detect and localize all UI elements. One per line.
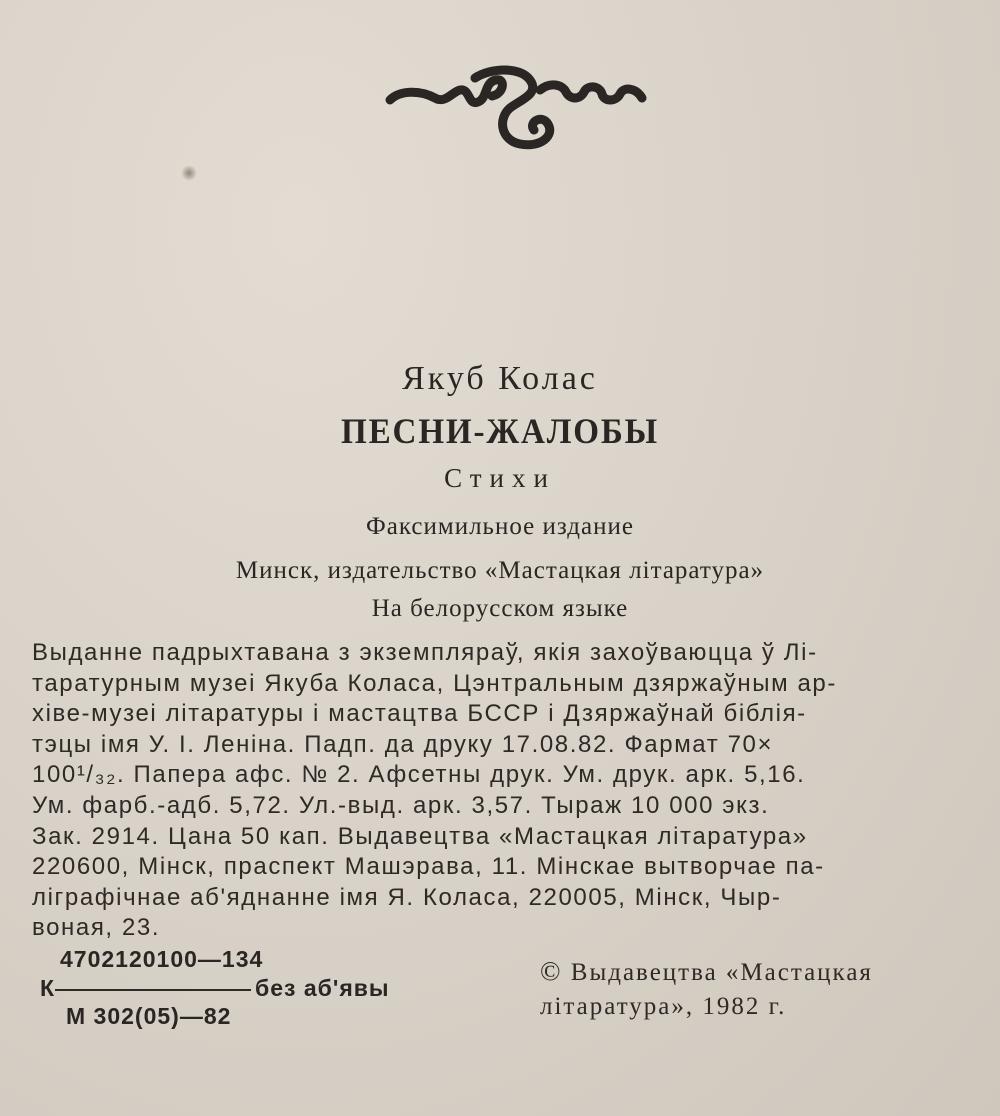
edition-note: Факсимильное издание	[366, 513, 634, 540]
colophon	[32, 638, 952, 944]
book-title: ПЕСНИ-ЖАЛОБЫ	[341, 411, 659, 451]
publisher-line: Минск, издательство «Мастацкая літаратура»	[235, 557, 765, 584]
colophon-line: Зак. 2914. Цана 50 кап. Выдавецтва «Мастацкая літаратура»	[32, 822, 808, 850]
library-code-note: без аб'явы	[255, 975, 390, 1001]
library-code-denominator: М 302(05)—82	[66, 1003, 232, 1029]
colophon-line: хіве-музеі літаратуры і мастацтва БССР і Дзяржаўнай біблія-	[32, 700, 807, 728]
colophon-line: Ум. фарб.-адб. 5,72. Ул.-выд. арк. 3,57. Тыраж 10 000 экз.	[32, 791, 770, 819]
library-code-middle	[40, 975, 390, 1002]
colophon-line: таратурным музеі Якуба Коласа, Цэнтральным дзяржаўным ар-	[32, 669, 837, 697]
colophon-line: 100¹/₃₂. Папера афс. № 2. Афсетны друк. Ум. друк. арк. 5,16.	[32, 761, 806, 789]
colophon-line: воная, 23.	[32, 914, 161, 942]
colophon-line: Выданне падрыхтавана з экземпляраў, якія захоўваюцца ў Лі-	[32, 639, 818, 666]
author-name: Якуб Колас	[402, 360, 598, 397]
colophon-line: 220600, Мінск, праспект Машэрава, 11. Мінскае вытворчае па-	[32, 853, 825, 881]
copyright-notice	[540, 956, 873, 1021]
library-code-numerator: 4702120100—134	[60, 946, 264, 972]
language-note: На белорусском языке	[371, 595, 629, 622]
colophon-line: тэцы імя У. І. Леніна. Падп. да друку 17.08.82. Фармат 70×	[32, 730, 774, 758]
copyright-symbol: ©	[540, 956, 563, 986]
fraction-bar	[55, 989, 251, 991]
copyright-line-2: літаратура», 1982 г.	[540, 993, 787, 1020]
colophon-line: ліграфічнае аб'яднанне імя Я. Коласа, 220005, Мінск, Чыр-	[32, 883, 782, 911]
library-code-letter: К	[40, 975, 56, 1001]
copyright-line-1: Выдавецтва «Мастацкая	[570, 959, 873, 986]
paper-speck	[181, 165, 197, 181]
genre-label: Стихи	[444, 463, 556, 493]
ornamental-flourish-icon	[380, 60, 660, 160]
